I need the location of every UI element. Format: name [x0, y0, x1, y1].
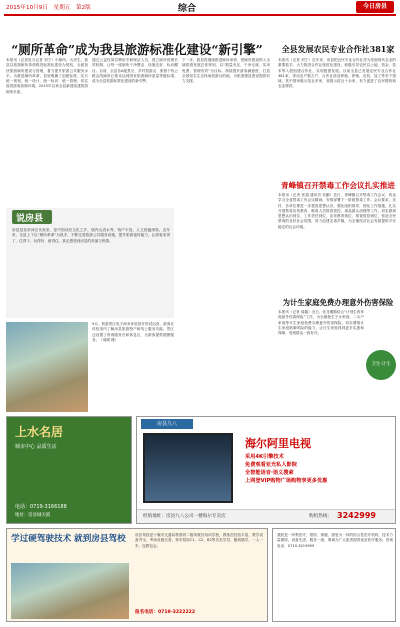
driving-school-body: 房县驾校是十堰市交通局核准的二级驾驶员培训学校，教练员经验丰富，教学设备齐全，考场设施完善，常年招收C1、C2、B2等各类学员，随到随学，一人一车，包教包会。	[135, 533, 263, 548]
article3-body: 本报讯（记者 张超 通讯员 吴鹏）近日，青峰镇召开禁毒工作会议，传达学习全省禁毒工作会议精神，安排部署下一阶段禁毒工作。会议要求，各村、各单位要进一步提高思想认识，强化组织领导，细化工作措施，扎实开展禁毒宣传教育、吸毒人员排查管控、毒品源头治理等工作，切实做到思想认识到位、工作责任到位、宣传教育到位、排查管控到位，营造全民禁毒的良好社会氛围，努力创建无毒乡镇，为全镇经济社会发展提供平安稳定的社会环境。	[278, 193, 396, 229]
health-badge: 卫生·计生	[366, 350, 396, 380]
street-photo	[6, 322, 88, 412]
tv-feature-list	[245, 453, 327, 485]
tv-ad-phone: 3242999	[337, 511, 376, 520]
estate-phone: 电话：0719-3166188	[15, 504, 67, 510]
tv-image	[143, 433, 233, 503]
estate-slogan: 城市中心 品质生活	[15, 444, 57, 450]
tv-ad-address: 经销地址：房县九八公司一楼海尔专卖店	[143, 514, 226, 519]
tv-ad[interactable]	[136, 416, 396, 524]
issue-date: 2015年10月9日 星期五 第2版	[6, 5, 91, 11]
column-box	[6, 208, 174, 318]
article2-title: 全县发展农民专业合作社381家	[281, 44, 395, 54]
tv-feature: 采用4K引擎技术	[245, 454, 284, 460]
column-title: 说房县	[16, 214, 44, 224]
article-column-1: 本报讯（记者见习记者 刘宁）小厕所，大民生。我县以旅游厕所革命推进标准化建设为契机，全面加快旅游厕所建设与管理，着力提升旅游公共服务水平。为推进厕所革命，县里明确了创建标准，实行统一规划、统一设计、统一标识、统一管理，切实改善游客如厕环境。2015年以来全县新建改建旅游厕所多座。	[6, 58, 88, 94]
section-title: 综合	[178, 4, 197, 14]
article-column-3: 下一步，我县将继续推进厕所革命，把厕所建设纳入全域旅游发展总体规划，以“数量充足、干净无味、实用免费、管理有效”为目标，持续提升游客满意度，打造全国知名生态休闲旅游目的地，为旅游强县建设提供有力支撑。	[182, 58, 270, 84]
tv-feature: 免费观看亚光私人影院	[245, 462, 297, 468]
medical-ad[interactable]	[272, 528, 396, 622]
tv-feature: 全智能语音·语义搜索	[245, 470, 294, 476]
photo-caption: 9月，旅游景区电子商务体验馆开馆试运营，游客在体验馆内了解房县旅游特产和线上服务功能，景区还设置了咨询服务台和休息区，为游客提供便捷服务。（周刚 摄）	[92, 322, 174, 342]
header-rule	[4, 14, 396, 16]
article2-body: 本报讯（记者 刘宁）近年来，房县把农民专业合作社作为发展现代农业的重要抓手，大力推进合作社规范化建设，积极引导农民以土地、资金、技术等入股组建合作社，实现抱团发展。目前全县已发展农民专业合作社381家，带动农户数万户，合作社涉及种植、养殖、农机、加工等多个领域，其中国家级示范社多家，省级示范社十余家，有力促进了农民增收和农业增效。	[278, 58, 396, 89]
tv-ad-footer	[137, 509, 395, 523]
driving-school-phone: 报名电话：0719-3222222	[135, 610, 196, 615]
estate-name: 上水名居	[15, 425, 64, 439]
tv-feature: 上网登VIP购物广场购物享更多优惠	[245, 478, 328, 484]
tv-ad-phone-label: 购机热线：	[309, 514, 332, 519]
driving-school-title: 学过硬驾驶技术 就到房县驾校	[11, 534, 126, 544]
driving-school-ad[interactable]	[6, 528, 268, 622]
tv-ad-title: 海尔阿里电视	[245, 437, 311, 450]
estate-ad[interactable]	[6, 416, 132, 524]
medical-ad-body: 我院是一所集医疗、预防、保健、康复为一体的综合性医疗机构，技术力量雄厚，设备先进，服务一流，竭诚为广大患者提供优质医疗服务。咨询电话：0719-3219999	[277, 533, 393, 548]
column-body: 房县是炎帝神农氏故里，是中国诗经文化之乡，境内山清水秀，物产丰饶，人文底蕴深厚。近年来，全县上下以“厕所革命”为抓手，不断完善旅游公共服务设施，提升旅游接待能力，让游客来得了、住得下、玩得好、留得住，真正感受到房县的美丽与热情。	[12, 228, 170, 243]
article-headline: “厕所革命”成为我县旅游标准化建设“新引擎”	[11, 42, 263, 57]
estate-address: 地址：房县城关镇	[15, 513, 51, 518]
article4-body: 本报讯（记者 周鑫）近日，化龙堰镇结合“计划生育家庭意外伤害保险”工作，为全镇独生子女家庭、二女户家庭等计生家庭免费办理意外伤害保险，切实增强计生家庭抵御风险的能力，让计生家庭得到更多实惠和保障，受到群众一致好评。	[278, 310, 364, 336]
tv-ad-brand: 房县九八	[141, 419, 193, 429]
article-column-2: 通过公益性岗位聘用专职保洁人员，建立厕所管理长效机制，让每一座厕所干净整洁、设施完好、标识醒目。目前，全县各A级景区、乡村旅游点、旅游干线公路沿线厕所已基本达到国家旅游厕所质量等级标准，成为全县旅游标准化建设的新引擎。	[92, 58, 178, 84]
article3-title: 青峰镇召开禁毒工作会议扎实推进	[281, 181, 395, 190]
page-header	[0, 0, 400, 14]
article4-title: 为计生家庭免费办理意外伤害保险	[282, 298, 394, 307]
driving-school-photo	[11, 563, 129, 619]
newspaper-logo: 今日房县	[356, 1, 394, 13]
